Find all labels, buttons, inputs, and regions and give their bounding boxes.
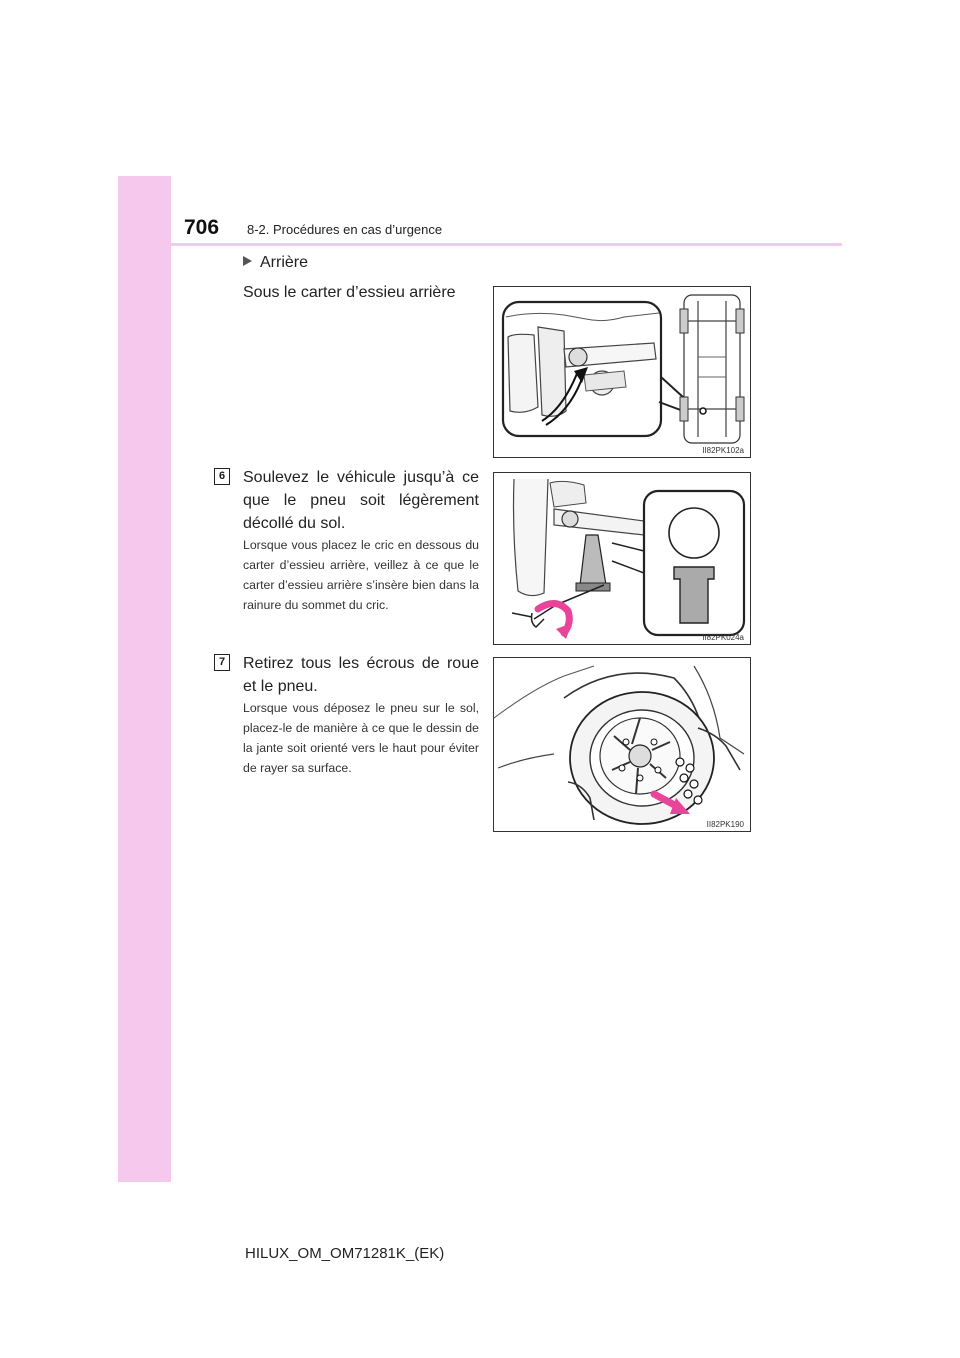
figure-jack [493,472,751,645]
step-7-text: Retirez tous les écrous de roue et le pneu. [243,655,479,695]
figure-wheel-removal [493,657,751,832]
footer-doc-id: HILUX_OM_OM71281K_(EK) [245,1245,445,1262]
figure-code: II82PK190 [706,820,744,829]
wheel-removal-illustration [494,658,750,831]
step-6-text: Soulevez le véhicule jusqu’à ce que le pneu soit légèrement décollé du sol. [243,469,479,532]
bullet-label: Arrière [260,254,309,271]
step-number-badge: 6 [214,468,230,485]
figure-code: II82PK024a [702,633,744,642]
triangle-bullet-icon [243,256,252,266]
header-rule [118,243,842,246]
side-tab-band [118,176,171,1182]
step-number-badge: 7 [214,654,230,671]
bullet-rear [243,254,308,272]
figure-code: II82PK102a [702,446,744,455]
step-7-note: Lorsque vous déposez le pneu sur le sol, placez-le de manière à ce que le dessin de la jante soit orienté vers le haut pour éviter de rayer sa surface. [243,701,479,775]
figure-rear-axle [493,286,751,458]
page-number: 706 [184,216,220,239]
step-6-note: Lorsque vous placez le cric en dessous du carter d’essieu arrière, veillez à ce que le carter d’essieu arrière s’insère bien dans la rainure du sommet du cric. [243,538,479,612]
bullet-subtext: Sous le carter d’essieu arrière [243,284,456,301]
rear-axle-jack-point-illustration [494,287,750,457]
section-title: 8-2. Procédures en cas d’urgence [247,222,443,237]
jack-under-axle-illustration [494,473,750,644]
